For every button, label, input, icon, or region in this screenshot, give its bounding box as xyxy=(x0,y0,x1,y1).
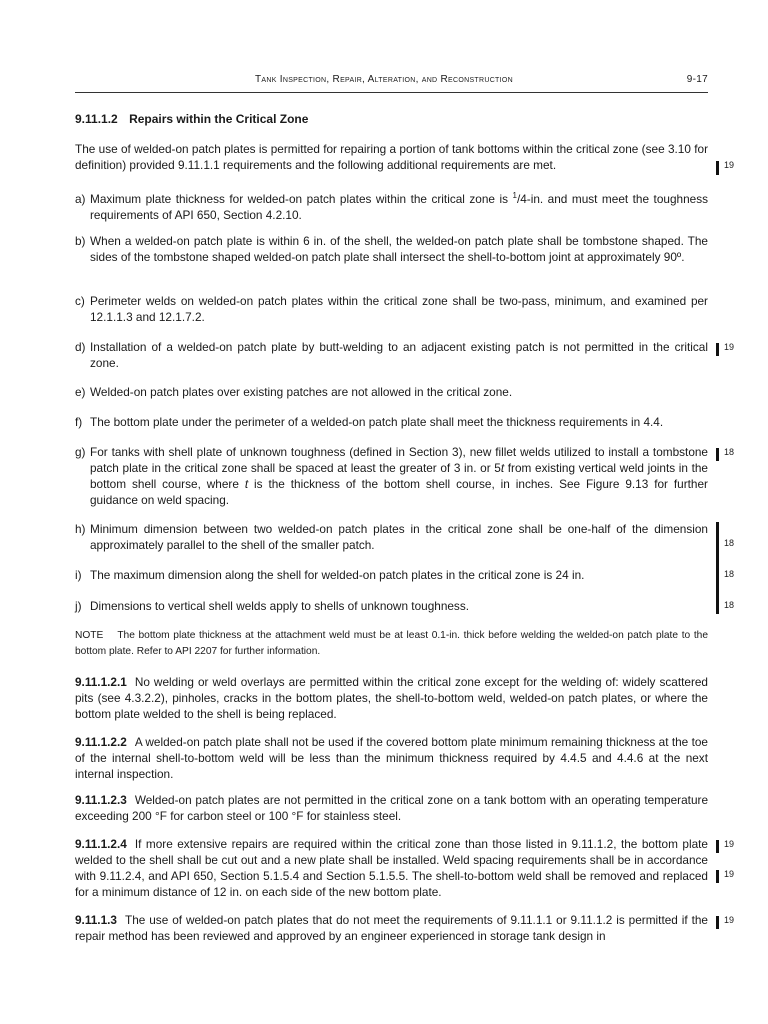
change-bar xyxy=(716,916,719,929)
header-rule xyxy=(75,92,708,93)
list-item-h: h) Minimum dimension between two welded-on patch plates in the critical zone shall be one-half of the dimension approximately parallel to the shell of the smaller patch. xyxy=(75,522,708,552)
list-item-g: g) For tanks with shell plate of unknown toughness (defined in Section 3), new fillet welds utilized to install a tombstone patch plate in the critical zone shall be spaced at least the greater of 3 in. or 5t from existing vertical weld joints in the bottom shell course, where t is the thickness of the bottom shell course, in inches. See Figure 9.13 for further guidance on weld spacing. xyxy=(75,445,708,507)
revision-tag: 18 xyxy=(724,569,735,579)
list-item-d: d) Installation of a welded-on patch plate by butt-welding to an adjacent existing patch is not permitted in the critical zone. xyxy=(75,340,708,370)
subsection-9-11-1-2-1: 9.11.1.2.1 No welding or weld overlays are permitted within the critical zone except for the welding of: widely scattered pits (see 4.3.2.2), pinholes, cracks in the bottom plates, the shell-to-bottom weld, welded-on patch plates, or where the bottom plate welded to the shell is being replaced. xyxy=(75,675,708,721)
list-item-f: f) The bottom plate under the perimeter of a welded-on patch plate shall meet the thickness requirements in 4.4. xyxy=(75,415,664,429)
note-label: NOTE xyxy=(75,630,104,641)
list-item-e: e) Welded-on patch plates over existing patches are not allowed in the critical zone. xyxy=(75,385,513,399)
running-header xyxy=(75,72,708,89)
note-paragraph: NOTE The bottom plate thickness at the attachment weld must be at least 0.1-in. thick before welding the welded-on patch plate to the bottom plate. Refer to API 2207 for further information. xyxy=(75,630,708,657)
section-heading xyxy=(75,112,308,126)
change-bar xyxy=(716,840,719,853)
list-item-a: a) Maximum plate thickness for welded-on patch plates within the critical zone is $^1$/4-in. and must meet the toughness requirements of API 650, Section 4.2.10. xyxy=(75,191,708,222)
change-bar xyxy=(716,448,719,461)
list-item-c: c) Perimeter welds on welded-on patch plates within the critical zone shall be two-pass, minimum, and examined per 12.1.1.3 and 12.1.7.2. xyxy=(75,294,708,324)
revision-tag: 19 xyxy=(724,160,735,170)
list-item-i: i) The maximum dimension along the shell for welded-on patch plates in the critical zone is 24 in. xyxy=(75,568,585,582)
subsection-9-11-1-3: 9.11.1.3 The use of welded-on patch plates that do not meet the requirements of 9.11.1.1 or 9.11.1.2 is permitted if the repair method has been reviewed and approved by an engineer experienced in storage tank design in xyxy=(75,913,708,943)
change-bar xyxy=(716,870,719,883)
revision-tag: 18 xyxy=(724,538,735,548)
list-item-j: j) Dimensions to vertical shell welds apply to shells of unknown toughness. xyxy=(75,599,470,613)
subsection-9-11-1-2-4: 9.11.1.2.4 If more extensive repairs are required within the critical zone than those listed in 9.11.1.2, the bottom plate welded to the shell shall be cut out and a new plate shall be installed. Weld spacing requirements shall be in accordance with 9.11.2.4, and API 650, Section 5.1.5.4 and Section 5.1.5.5. The shell-to-bottom weld shall be removed and replaced for a minimum distance of 12 in. on each side of the new bottom plate. xyxy=(75,837,708,899)
subsection-9-11-1-2-3: 9.11.1.2.3 Welded-on patch plates are not permitted in the critical zone on a tank bottom with an operating temperature exceeding 200 °F for carbon steel or 100 °F for stainless steel. xyxy=(75,793,708,823)
revision-tag: 19 xyxy=(724,915,735,925)
page-number: 9-17 xyxy=(686,74,708,85)
revision-tag: 19 xyxy=(724,869,735,879)
revision-tag: 19 xyxy=(724,839,735,849)
running-title: Tank Inspection, Repair, Alteration, and Reconstruction xyxy=(255,74,513,85)
change-bar xyxy=(716,522,719,614)
change-bar xyxy=(716,161,719,175)
revision-tag: 18 xyxy=(724,600,735,610)
list-item-b: b) When a welded-on patch plate is within 6 in. of the shell, the welded-on patch plate shall be tombstone shaped. The sides of the tombstone shaped welded-on patch plate shall intersect the shell-to-bottom joint at approximately 90º. xyxy=(75,234,708,264)
section-number: 9.11.1.2 xyxy=(75,112,118,126)
subsection-9-11-1-2-2: 9.11.1.2.2 A welded-on patch plate shall not be used if the covered bottom plate minimum remaining thickness at the toe of the internal shell-to-bottom weld will be less than the minimum thickness required by 4.4.5 and 4.4.6 at the next internal inspection. xyxy=(75,735,708,781)
change-bar xyxy=(716,343,719,356)
revision-tag: 19 xyxy=(724,342,735,352)
section-title: Repairs within the Critical Zone xyxy=(129,112,309,126)
intro-paragraph: The use of welded-on patch plates is permitted for repairing a portion of tank bottoms within the critical zone (see 3.10 for definition) provided 9.11.1.1 requirements and the following additional requirements are met. xyxy=(75,142,708,172)
revision-tag: 18 xyxy=(724,447,735,457)
